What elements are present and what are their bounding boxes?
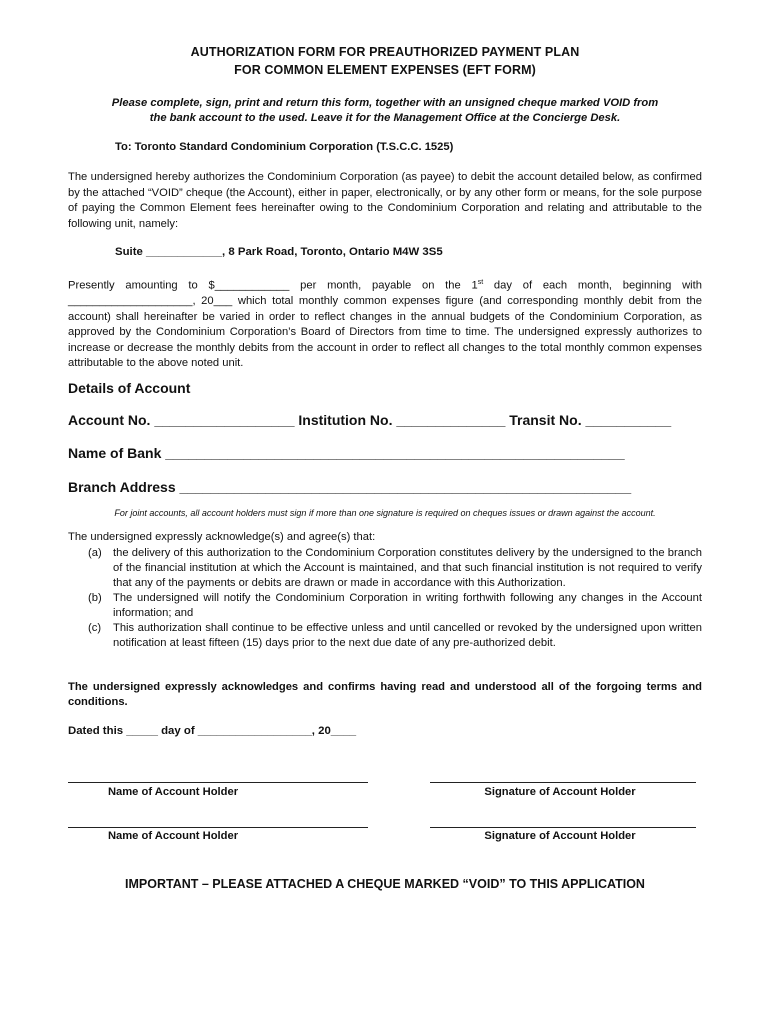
payment-paragraph-part1: Presently amounting to $____________ per month, payable on the 1 [68,279,478,292]
list-item-text: the delivery of this authorization to the Condominium Corporation constitutes delivery by the undersigned to the branch of the financial institution at which the Account is maintained, and that such financial institution is not required to verify that any of the payments or debits are drawn or made in accordance with this Authorization. [113,547,702,589]
signature-line-2[interactable] [430,827,696,828]
payment-paragraph-part2: day of each month, beginning with ____________________, 20___ which total monthly common expenses figure (and corresponding monthly debit from the account) shall hereinafter be varied in order to reflect changes in the annual budgets of the Condominium Corporation, as approved by the Condominium Corporation’s Board of Directors from time to time. The undersigned expressly authorizes to increase or decrease the monthly debits from the account in order to reflect all changes to the total monthly common expenses attributable to the above noted unit. [68,279,702,370]
name-label-1: Name of Account Holder [107,786,239,798]
acknowledgement-intro: The undersigned expressly acknowledge(s) and agree(s) that: [68,531,376,543]
signature-label-2: Signature of Account Holder [484,830,636,842]
details-heading: Details of Account [68,380,191,396]
important-notice: IMPORTANT – PLEASE ATTACHED A CHEQUE MARKED “VOID” TO THIS APPLICATION [125,877,645,891]
name-line-1[interactable] [68,782,368,783]
name-label-2: Name of Account Holder [107,830,239,842]
instructions-line2: the bank account to the used. Leave it for the Management Office at the Concierge Desk. [149,112,621,124]
addressee-line: To: Toronto Standard Condominium Corporation (T.S.C.C. 1525) [115,141,454,153]
form-title-line1: AUTHORIZATION FORM FOR PREAUTHORIZED PAYMENT PLAN [190,45,580,59]
ordinal-suffix: st [477,279,484,286]
name-line-2[interactable] [68,827,368,828]
list-item [68,546,702,591]
instructions-line1: Please complete, sign, print and return this form, together with an unsigned cheque marked VOID from [111,97,659,109]
form-title-line2: FOR COMMON ELEMENT EXPENSES (EFT FORM) [234,63,536,77]
payment-paragraph [68,275,702,372]
dated-field[interactable]: Dated this _____ day of __________________, 20____ [68,725,357,737]
list-item [68,621,702,651]
list-item-text: The undersigned will notify the Condominium Corporation in writing forthwith following any changes in the Account information; and [113,592,702,619]
list-item [68,591,702,621]
acknowledgement-list [68,546,702,651]
list-item-label: (a) [88,547,102,559]
confirmation-statement: The undersigned expressly acknowledges and confirms having read and understood all of the forgoing terms and conditions. [68,681,702,708]
list-item-label: (b) [88,592,102,604]
signature-label-1: Signature of Account Holder [484,786,636,798]
list-item-text: This authorization shall continue to be effective unless and until cancelled or revoked by the undersigned upon written notification at least fifteen (15) days prior to the next due date of any pre-authorized debit. [113,622,702,649]
list-item-label: (c) [88,622,102,634]
suite-address-line: Suite ____________, 8 Park Road, Toronto, Ontario M4W 3S5 [115,246,443,258]
signature-line-1[interactable] [430,782,696,783]
branch-address-field[interactable]: Branch Address __________________________________________________________ [68,479,632,495]
joint-account-note: For joint accounts, all account holders must sign if more than one signature is required on cheques issues or drawn against the account. [114,508,656,518]
bank-name-field[interactable]: Name of Bank ___________________________________________________________ [68,445,625,461]
authorization-paragraph: The undersigned hereby authorizes the Condominium Corporation (as payee) to debit the account detailed below, as confirmed by the attached “VOID” cheque (the Account), either in paper, electronically, or by any other form or means, for the sole purpose of paying the Common Element fees hereinafter owing to the Condominium Corporation and relating and attributable to the following unit, namely: [68,171,702,230]
account-numbers-field[interactable]: Account No. __________________ Institution No. ______________ Transit No. ___________ [68,412,672,428]
